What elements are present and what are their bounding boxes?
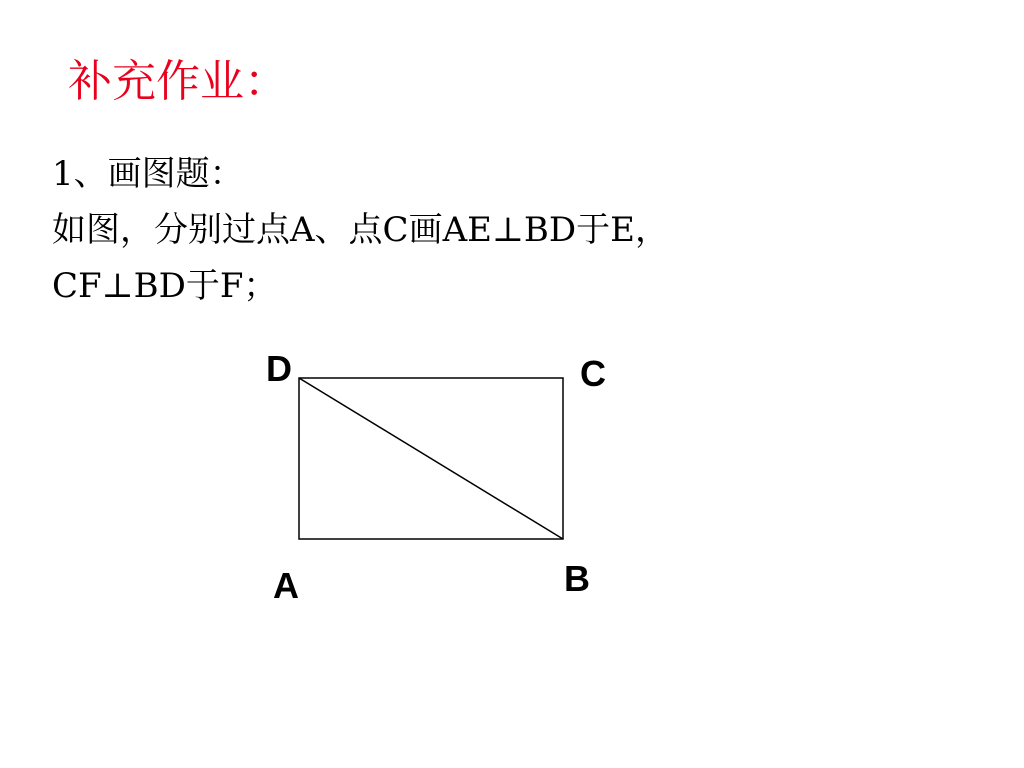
- slide-title: 补充作业：: [68, 56, 288, 107]
- problem-line-3: CF⊥BD于F；: [52, 266, 278, 306]
- diagonal-bd: [299, 378, 563, 539]
- vertex-label-b: B: [564, 558, 590, 599]
- vertex-label-a: A: [273, 565, 299, 606]
- vertex-label-c: C: [580, 353, 606, 394]
- problem-line-2: 如图，分别过点A、点C画AE⊥BD于E，: [52, 210, 669, 250]
- problem-line-1: 1、画图题：: [52, 154, 244, 194]
- vertex-label-d: D: [266, 348, 292, 389]
